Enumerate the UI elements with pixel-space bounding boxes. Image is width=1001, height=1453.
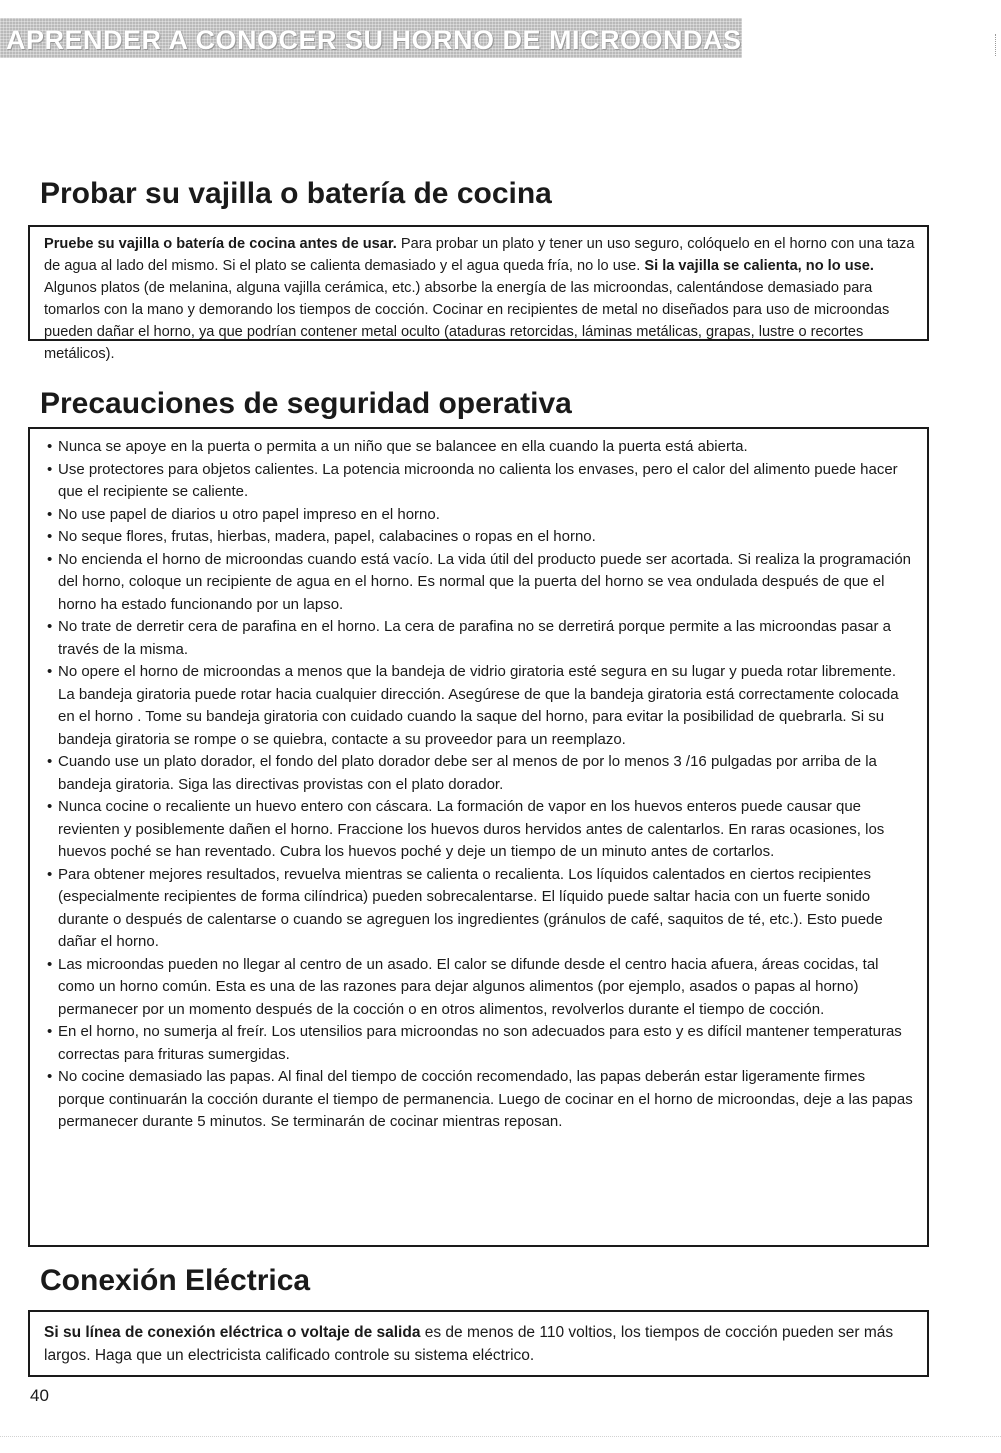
list-item: • Nunca cocine o recaliente un huevo entero con cáscara. La formación de vapor en los huevos enteros puede causar que revienten y posiblemente dañen el horno. Fraccione los huevos duros hervidos antes de calentarlos. En raras ocasiones, los huevos poché se han reventado. Cubra los huevos poché y deje un tiempo de un minuto antes de cortarlos. bbox=[34, 796, 915, 864]
section-title-safety-precautions: Precauciones de seguridad operativa bbox=[40, 387, 572, 420]
electrical-connection-text: es de menos de 110 voltios, los tiempos de cocción pueden ser más largos. Haga que un electricista calificado controle su sistema eléctrico. bbox=[44, 1324, 894, 1364]
page-number: 40 bbox=[30, 1386, 49, 1405]
test-cookware-text-1: Para probar un plato y tener un uso seguro, colóquelo en el horno con una taza de agua al lado del mismo. Si el plato se calienta demasiado y el agua queda fría, no lo use. bbox=[44, 236, 915, 274]
header-banner-title: APRENDER A CONOCER SU HORNO DE MICROONDAS bbox=[6, 25, 742, 55]
electrical-connection-paragraph bbox=[44, 1321, 915, 1367]
section-title-electrical-connection: Conexión Eléctrica bbox=[40, 1264, 311, 1297]
page-edge-mark bbox=[995, 34, 998, 56]
list-item: • No trate de derretir cera de parafina en el horno. La cera de parafina no se derretirá porque permite a las microondas pasar a través de la misma. bbox=[34, 616, 915, 661]
test-cookware-lead: Pruebe su vajilla o batería de cocina antes de usar. bbox=[44, 236, 397, 252]
list-item: • No encienda el horno de microondas cuando está vacío. La vida útil del producto puede ser acortada. Si realiza la programación del horno, coloque un recipiente de agua en el horno. Es normal que la puerta del horno se vea ondulada después de que el horno ha estado funcionando por un lapso. bbox=[34, 549, 915, 617]
test-cookware-warning: Si la vajilla se calienta, no lo use. bbox=[644, 258, 874, 274]
safety-precautions-box bbox=[28, 427, 929, 1247]
safety-precautions-list bbox=[34, 436, 915, 1134]
test-cookware-box bbox=[28, 225, 929, 362]
list-item: • Use protectores para objetos calientes. La potencia microonda no calienta los envases, pero el calor del alimento puede hacer que el recipiente se caliente. bbox=[34, 459, 915, 504]
test-cookware-text-2: Algunos platos (de melanina, alguna vajilla cerámica, etc.) absorbe la energía de las microondas, calentándose demasiado para tomarlos con la mano y demorando los tiempos de cocción. Cocinar en recipientes de metal no diseñados para uso de microondas pueden dañar el horno, ya que podrían contener metal oculto (ataduras retorcidas, láminas metálicas, grapas, lustre o recortes metálicos). bbox=[44, 280, 890, 362]
section-title-test-cookware: Probar su vajilla o batería de cocina bbox=[40, 177, 552, 210]
electrical-connection-box bbox=[28, 1310, 929, 1377]
list-item: • No cocine demasiado las papas. Al final del tiempo de cocción recomendado, las papas deberán estar ligeramente firmes porque continuarán la cocción durante el tiempo de permanencia. Luego de cocinar en el horno de microondas, deje a las papas permanecer durante 5 minutos. Se terminarán de cocinar mientras reposan. bbox=[34, 1066, 915, 1134]
list-item: • No seque flores, frutas, hierbas, madera, papel, calabacines o ropas en el horno. bbox=[34, 526, 915, 549]
list-item: • En el horno, no sumerja al freír. Los utensilios para microondas no son adecuados para esto y es difícil mantener temperaturas correctas para frituras sumergidas. bbox=[34, 1021, 915, 1066]
electrical-connection-lead: Si su línea de conexión eléctrica o voltaje de salida bbox=[44, 1324, 421, 1341]
list-item: • Para obtener mejores resultados, revuelva mientras se calienta o recalienta. Los líquidos calentados en ciertos recipientes (especialmente recipientes de forma cilíndrica) pueden sobrecalentarse. El líquido puede saltar hacia con un fuerte sonido durante o después de calentarse o cuando se agreguen los ingredientes (gránulos de café, saquitos de té, etc.). Esto puede dañar el horno. bbox=[34, 864, 915, 954]
list-item: • No opere el horno de microondas a menos que la bandeja de vidrio giratoria esté segura en su lugar y pueda rotar libremente. La bandeja giratoria puede rotar hacia cualquier dirección. Asegúrese de que la bandeja giratoria está correctamente colocada en el horno . Tome su bandeja giratoria con cuidado cuando la saque del horno, para evitar la posibilidad de quebrarla. Si su bandeja giratoria se rompe o se quiebra, contacte a su proveedor para un reemplazo. bbox=[34, 661, 915, 751]
page-bottom-edge bbox=[0, 1436, 1001, 1439]
test-cookware-paragraph bbox=[44, 233, 917, 365]
list-item: • No use papel de diarios u otro papel impreso en el horno. bbox=[34, 504, 915, 527]
list-item: • Las microondas pueden no llegar al centro de un asado. El calor se difunde desde el centro hacia afuera, áreas cocidas, tal como un horno común. Esta es una de las razones para dejar algunos alimentos (por ejemplo, asados o papas al horno) permanecer por un momento después de la cocción o en otros alimentos, revolverlos durante el tiempo de cocción. bbox=[34, 954, 915, 1022]
list-item: • Nunca se apoye en la puerta o permita a un niño que se balancee en ella cuando la puerta está abierta. bbox=[34, 436, 915, 459]
list-item: • Cuando use un plato dorador, el fondo del plato dorador debe ser al menos de por lo menos 3 /16 pulgadas por arriba de la bandeja giratoria. Siga las directivas provistas con el plato dorador. bbox=[34, 751, 915, 796]
